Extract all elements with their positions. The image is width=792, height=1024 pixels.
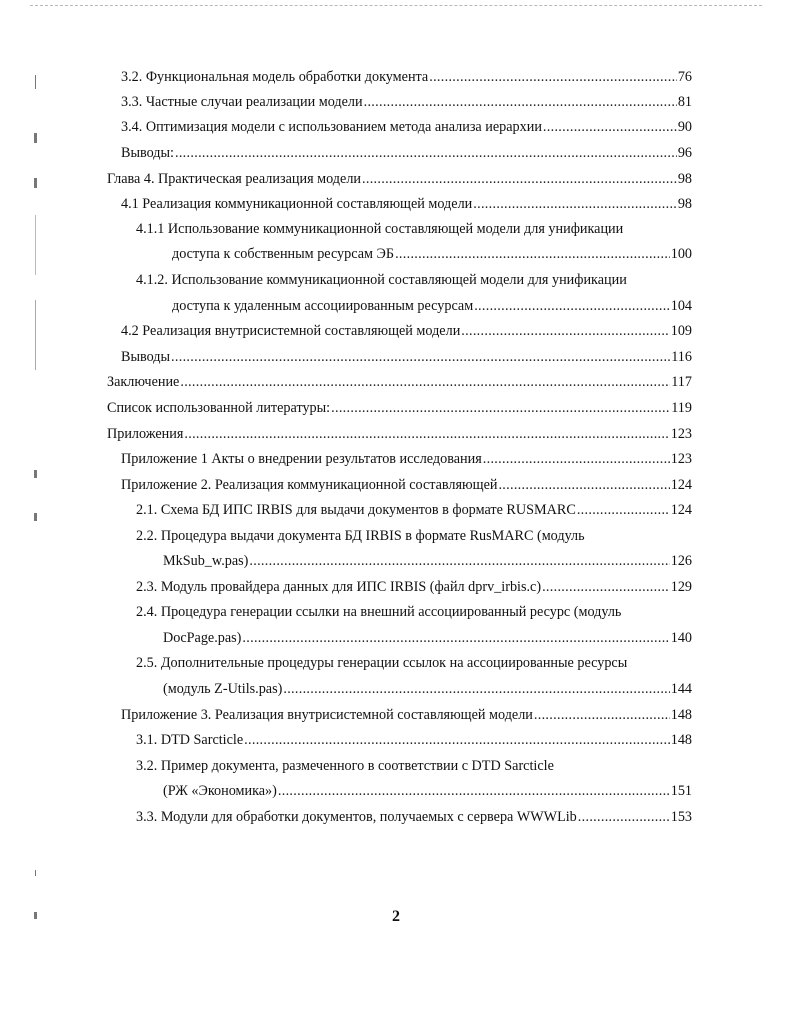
toc-entry[interactable] — [172, 297, 692, 315]
toc-leader-dots — [244, 731, 670, 749]
toc-leader-dots — [175, 144, 677, 162]
scan-top-edge — [30, 5, 762, 6]
toc-leader-dots — [542, 578, 670, 596]
toc-entry[interactable] — [121, 450, 692, 468]
toc-entry-title: 4.1 Реализация коммуникационной составляющей модели — [121, 196, 473, 212]
toc-entry-page: 148 — [670, 732, 692, 748]
toc-entry-page: 109 — [670, 323, 692, 339]
scan-mark — [34, 470, 37, 478]
toc-entry-title: 3.4. Оптимизация модели с использованием метода анализа иерархии — [121, 119, 542, 135]
toc-entry-title: Список использованной литературы: — [107, 400, 331, 416]
toc-leader-dots — [362, 170, 677, 188]
toc-entry-title-line2: доступа к удаленным ассоциированным ресурсам — [172, 298, 474, 314]
toc-entry-title: Глава 4. Практическая реализация модели — [107, 171, 361, 187]
toc-entry-title-line1[interactable]: 3.2. Пример документа, размеченного в соответствии с DTD Sarcticle — [136, 758, 554, 774]
toc-entry[interactable] — [121, 144, 692, 162]
toc-leader-dots — [429, 68, 677, 86]
toc-entry-page: 76 — [677, 69, 692, 85]
toc-entry-page: 90 — [677, 119, 692, 135]
toc-entry-page: 140 — [670, 630, 692, 646]
toc-entry[interactable] — [107, 170, 692, 188]
toc-entry[interactable] — [163, 782, 692, 800]
toc-entry[interactable] — [136, 578, 692, 596]
toc-entry[interactable] — [121, 195, 692, 213]
toc-entry[interactable] — [163, 629, 692, 647]
toc-entry[interactable] — [172, 245, 692, 263]
toc-entry-title-line2: MkSub_w.pas) — [163, 553, 249, 569]
toc-entry[interactable] — [121, 348, 692, 366]
toc-entry-title: Заключение — [107, 374, 180, 390]
toc-entry[interactable] — [121, 706, 692, 724]
toc-leader-dots — [461, 322, 669, 340]
toc-leader-dots — [364, 93, 677, 111]
toc-entry[interactable] — [107, 399, 692, 417]
toc-entry[interactable] — [136, 731, 692, 749]
page-number: 2 — [392, 908, 400, 925]
toc-entry-title: Приложение 1 Акты о внедрении результатов исследования — [121, 451, 482, 467]
toc-entry-page: 119 — [671, 400, 692, 416]
toc-entry-title: 3.3. Частные случаи реализации модели — [121, 94, 363, 110]
toc-entry-page: 124 — [670, 477, 692, 493]
toc-entry[interactable] — [107, 425, 692, 443]
toc-entry-title-line2: (РЖ «Экономика») — [163, 783, 277, 799]
scan-mark — [34, 513, 37, 521]
toc-entry-title: 2.3. Модуль провайдера данных для ИПС IRBIS (файл dprv_irbis.c) — [136, 579, 542, 595]
toc-entry-title-line2: (модуль Z-Utils.pas) — [163, 681, 283, 697]
toc-entry-page: 148 — [670, 707, 692, 723]
toc-entry-page: 100 — [670, 246, 692, 262]
toc-entry[interactable] — [136, 808, 692, 826]
toc-entry-page: 153 — [670, 809, 692, 825]
toc-entry-page: 117 — [671, 374, 692, 390]
scan-mark — [34, 178, 37, 188]
toc-entry[interactable] — [121, 68, 692, 86]
scan-mark — [34, 133, 37, 143]
toc-entry-page: 124 — [670, 502, 692, 518]
toc-entry-page: 116 — [671, 349, 692, 365]
toc-entry-title: 3.1. DTD Sarcticle — [136, 732, 244, 748]
toc-entry-title: 2.1. Схема БД ИПС IRBIS для выдачи документов в формате RUSMARC — [136, 502, 576, 518]
toc-leader-dots — [534, 706, 670, 724]
toc-leader-dots — [249, 552, 669, 570]
toc-leader-dots — [180, 373, 670, 391]
toc-entry[interactable] — [163, 680, 692, 698]
toc-entry-title-line1[interactable]: 4.1.2. Использование коммуникационной составляющей модели для унификации — [136, 272, 627, 288]
toc-leader-dots — [578, 808, 670, 826]
toc-leader-dots — [184, 425, 669, 443]
toc-leader-dots — [278, 782, 670, 800]
scan-mark — [35, 215, 36, 275]
toc-entry-title-line2: доступа к собственным ресурсам ЭБ — [172, 246, 395, 262]
toc-entry[interactable] — [121, 118, 692, 136]
toc-entry-title: 3.3. Модули для обработки документов, получаемых с сервера WWWLib — [136, 809, 577, 825]
toc-entry-page: 98 — [677, 171, 692, 187]
toc-entry[interactable] — [163, 552, 692, 570]
toc-entry-page: 126 — [670, 553, 692, 569]
toc-leader-dots — [498, 476, 669, 494]
scan-mark — [35, 75, 36, 89]
toc-entry[interactable] — [121, 322, 692, 340]
toc-entry-page: 123 — [670, 426, 692, 442]
scan-mark — [35, 300, 36, 370]
toc-entry[interactable] — [136, 501, 692, 519]
toc-entry-page: 98 — [677, 196, 692, 212]
toc-entry-title-line2: DocPage.pas) — [163, 630, 242, 646]
toc-entry-page: 104 — [670, 298, 692, 314]
toc-entry-page: 129 — [670, 579, 692, 595]
toc-entry-page: 123 — [670, 451, 692, 467]
toc-entry-title-line1[interactable]: 4.1.1 Использование коммуникационной составляющей модели для унификации — [136, 221, 624, 237]
toc-leader-dots — [483, 450, 670, 468]
toc-entry-title: Приложение 3. Реализация внутрисистемной составляющей модели — [121, 707, 533, 723]
toc-entry-title: Выводы — [121, 349, 171, 365]
toc-entry-title: 4.2 Реализация внутрисистемной составляющей модели — [121, 323, 461, 339]
toc-leader-dots — [473, 195, 677, 213]
toc-leader-dots — [283, 680, 669, 698]
toc-entry-title-line1[interactable]: 2.5. Дополнительные процедуры генерации ссылок на ассоциированные ресурсы — [136, 655, 628, 671]
toc-entry-page: 81 — [677, 94, 692, 110]
toc-leader-dots — [171, 348, 670, 366]
toc-entry-title-line1[interactable]: 2.4. Процедура генерации ссылки на внешний ассоциированный ресурс (модуль — [136, 604, 622, 620]
toc-leader-dots — [331, 399, 670, 417]
toc-entry[interactable] — [121, 476, 692, 494]
toc-entry-title-line1[interactable]: 2.2. Процедура выдачи документа БД IRBIS в формате RusMARC (модуль — [136, 528, 585, 544]
scan-mark — [35, 870, 36, 876]
toc-entry-page: 151 — [670, 783, 692, 799]
toc-leader-dots — [242, 629, 669, 647]
toc-entry-title: Приложения — [107, 426, 184, 442]
toc-entry[interactable] — [121, 93, 692, 111]
toc-leader-dots — [543, 118, 677, 136]
toc-leader-dots — [577, 501, 670, 519]
toc-entry-page: 144 — [670, 681, 692, 697]
toc-leader-dots — [474, 297, 670, 315]
toc-entry[interactable] — [107, 373, 692, 391]
toc-entry-title: Приложение 2. Реализация коммуникационной составляющей — [121, 477, 498, 493]
toc-entry-title: Выводы: — [121, 145, 174, 161]
toc-leader-dots — [395, 245, 670, 263]
toc-entry-title: 3.2. Функциональная модель обработки документа — [121, 69, 429, 85]
toc-entry-page: 96 — [677, 145, 692, 161]
